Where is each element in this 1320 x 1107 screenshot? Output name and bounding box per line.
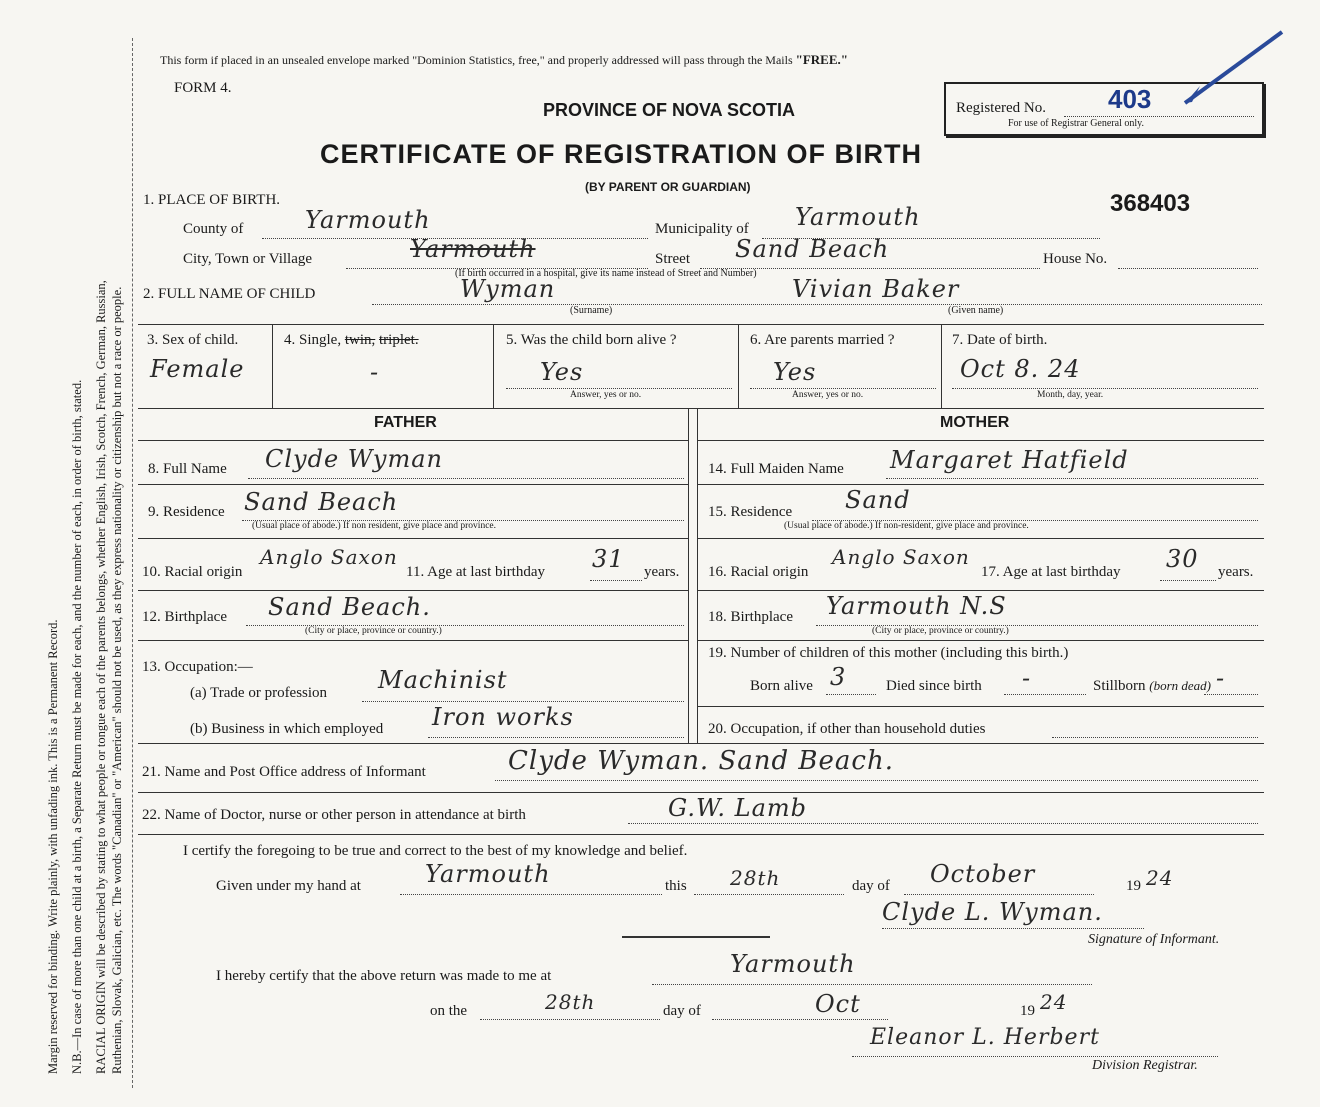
- attendant-value[interactable]: G.W. Lamb: [668, 794, 808, 822]
- mother-birthplace-value[interactable]: Yarmouth N.S: [826, 592, 1007, 620]
- hospital-note: (If birth occurred in a hospital, give its name instead of Street and Number): [455, 268, 757, 279]
- mother-name-value[interactable]: Margaret Hatfield: [890, 446, 1129, 474]
- given-day-of-label: day of: [852, 878, 890, 894]
- form-number: FORM 4.: [174, 80, 232, 96]
- father-race-value[interactable]: Anglo Saxon: [260, 545, 398, 569]
- mother-race-label: 16. Racial origin: [708, 564, 809, 580]
- mother-residence-value[interactable]: Sand: [845, 486, 911, 514]
- province-heading: PROVINCE OF NOVA SCOTIA: [543, 100, 796, 120]
- father-occupation-label: 13. Occupation:—: [142, 659, 253, 675]
- father-birthplace-caption: (City or place, province or country.): [305, 626, 442, 636]
- died-since-birth-label: Died since birth: [886, 678, 982, 694]
- registrar-day-value[interactable]: 28th: [545, 990, 596, 1014]
- registrar-signature[interactable]: Eleanor L. Herbert: [870, 1025, 1100, 1050]
- plurality-value[interactable]: -: [370, 358, 380, 386]
- father-business-label: (b) Business in which employed: [190, 721, 384, 737]
- pen-mark-icon: [1180, 28, 1290, 108]
- given-year-prefix: 19: [1126, 878, 1141, 894]
- registered-number: 403: [1108, 84, 1152, 114]
- child-surname-value[interactable]: Wyman: [460, 275, 556, 303]
- mother-residence-label: 15. Residence: [708, 504, 793, 520]
- margin-note-nb: N.B.—In case of more than one child at a birth, a Separate Return must be made for each, and the number of each, in order of birth, stated.: [70, 379, 84, 1074]
- municipality-label: Municipality of: [655, 221, 749, 237]
- informant-label: 21. Name and Post Office address of Informant: [142, 764, 426, 780]
- informant-value[interactable]: Clyde Wyman. Sand Beach.: [508, 746, 894, 776]
- registered-label: Registered No.: [956, 100, 1046, 116]
- municipality-value[interactable]: Yarmouth: [795, 203, 921, 231]
- sex-label: 3. Sex of child.: [147, 332, 239, 348]
- serial-number: 368403: [1110, 190, 1191, 217]
- on-the-label: on the: [430, 1003, 468, 1019]
- born-alive-count-value[interactable]: 3: [830, 663, 847, 691]
- sex-value[interactable]: Female: [150, 355, 245, 383]
- registrar-signature-caption: Division Registrar.: [1092, 1058, 1198, 1073]
- born-alive-count-label: Born alive: [750, 678, 813, 694]
- father-heading: FATHER: [374, 414, 437, 431]
- binding-margin-line: [132, 38, 133, 1088]
- father-trade-value[interactable]: Machinist: [378, 666, 508, 694]
- given-place-value[interactable]: Yarmouth: [425, 860, 551, 888]
- city-label: City, Town or Village: [183, 251, 313, 267]
- mother-name-label: 14. Full Maiden Name: [708, 461, 844, 477]
- registrar-statement: I hereby certify that the above return was made to me at: [216, 968, 552, 984]
- parents-married-question: 6. Are parents married ?: [750, 332, 895, 348]
- father-race-label: 10. Racial origin: [142, 564, 243, 580]
- mother-residence-caption: (Usual place of abode.) If non-resident, give place and province.: [784, 521, 1029, 531]
- certification-statement: I certify the foregoing to be true and correct to the best of my knowledge and belief.: [183, 843, 688, 859]
- father-trade-label: (a) Trade or profession: [190, 685, 328, 701]
- mother-race-value[interactable]: Anglo Saxon: [832, 545, 970, 569]
- given-name-caption: (Given name): [948, 305, 1004, 316]
- mother-birthplace-caption: (City or place, province or country.): [872, 626, 1009, 636]
- page-title: CERTIFICATE OF REGISTRATION OF BIRTH: [320, 139, 922, 169]
- mother-occupation-label: 20. Occupation, if other than household duties: [708, 721, 986, 737]
- died-since-birth-value[interactable]: -: [1022, 664, 1032, 692]
- father-name-value[interactable]: Clyde Wyman: [265, 445, 444, 473]
- father-residence-label: 9. Residence: [148, 504, 225, 520]
- street-value[interactable]: Sand Beach: [735, 235, 890, 263]
- child-given-name-value[interactable]: Vivian Baker: [792, 275, 960, 303]
- informant-signature-caption: Signature of Informant.: [1088, 932, 1220, 947]
- registrar-note: For use of Registrar General only.: [1008, 118, 1144, 129]
- given-year-value[interactable]: 24: [1146, 866, 1174, 890]
- place-of-birth-heading: 1. PLACE OF BIRTH.: [143, 192, 281, 208]
- page-subtitle: (BY PARENT OR GUARDIAN): [585, 180, 751, 194]
- mother-birthplace-label: 18. Birthplace: [708, 609, 793, 625]
- parents-married-caption: Answer, yes or no.: [792, 390, 864, 400]
- father-business-value[interactable]: Iron works: [432, 703, 574, 731]
- born-alive-question: 5. Was the child born alive ?: [506, 332, 677, 348]
- father-age-value[interactable]: 31: [592, 545, 625, 573]
- father-name-label: 8. Full Name: [148, 461, 227, 477]
- registrar-place-value[interactable]: Yarmouth: [730, 950, 856, 978]
- father-residence-value[interactable]: Sand Beach: [244, 488, 399, 516]
- stillborn-value[interactable]: -: [1216, 664, 1226, 692]
- surname-caption: (Surname): [570, 305, 613, 316]
- given-under-hand-label: Given under my hand at: [216, 878, 361, 894]
- street-label: Street: [655, 251, 690, 267]
- blank-signature-line: [622, 936, 770, 938]
- mail-notice: This form if placed in an unsealed envelope marked "Dominion Statistics, free," and properly addressed will pass through the Mails "FREE.": [160, 52, 848, 67]
- mother-children-label: 19. Number of children of this mother (including this birth.): [708, 645, 1069, 661]
- county-value[interactable]: Yarmouth: [305, 206, 431, 234]
- house-number-label: House No.: [1043, 251, 1108, 267]
- dob-caption: Month, day, year.: [1037, 390, 1104, 400]
- registrar-day-of-label: day of: [663, 1003, 701, 1019]
- margin-note-racial-origin: RACIAL ORIGIN will be described by stating to what people or tongue each of the parents belongs, whether English, Irish, Scotch, French, German, Russian,: [94, 280, 108, 1074]
- dob-label: 7. Date of birth.: [952, 332, 1048, 348]
- mother-age-label: 17. Age at last birthday: [981, 564, 1121, 580]
- given-day-value[interactable]: 28th: [730, 866, 781, 890]
- father-years-label: years.: [644, 564, 680, 580]
- father-birthplace-label: 12. Birthplace: [142, 609, 227, 625]
- mother-age-value[interactable]: 30: [1166, 545, 1199, 573]
- plurality-label: 4. Single, twin, triplet.: [284, 332, 419, 348]
- margin-note-binding: Margin reserved for binding. Write plainly, with unfading ink. This is a Permanent Record.: [46, 619, 60, 1074]
- parents-married-value[interactable]: Yes: [773, 358, 817, 386]
- mother-heading: MOTHER: [940, 414, 1010, 431]
- this-label: this: [665, 878, 687, 894]
- mother-years-label: years.: [1218, 564, 1254, 580]
- margin-note-racial-origin-cont: Ruthenian, Slovak, Galician, etc. The words "Canadian" or "American" should not be used, as they express nationality or citizenship but not a race or people.: [110, 286, 124, 1074]
- registrar-year-prefix: 19: [1020, 1003, 1035, 1019]
- born-alive-value[interactable]: Yes: [540, 358, 584, 386]
- dob-value[interactable]: Oct 8. 24: [960, 355, 1081, 383]
- born-alive-caption: Answer, yes or no.: [570, 390, 642, 400]
- father-birthplace-value[interactable]: Sand Beach.: [268, 593, 431, 621]
- child-name-label: 2. FULL NAME OF CHILD: [143, 286, 316, 302]
- informant-signature[interactable]: Clyde L. Wyman.: [882, 898, 1103, 926]
- city-value[interactable]: Yarmouth: [410, 235, 536, 263]
- stillborn-label: Stillborn (born dead): [1093, 678, 1212, 694]
- registrar-year-value[interactable]: 24: [1040, 990, 1068, 1014]
- father-residence-caption: (Usual place of abode.) If non resident, give place and province.: [252, 521, 496, 531]
- registrar-month-value[interactable]: Oct: [815, 990, 861, 1018]
- attendant-label: 22. Name of Doctor, nurse or other person in attendance at birth: [142, 807, 526, 823]
- county-label: County of: [183, 221, 244, 237]
- father-age-label: 11. Age at last birthday: [406, 564, 545, 580]
- given-month-value[interactable]: October: [930, 860, 1036, 888]
